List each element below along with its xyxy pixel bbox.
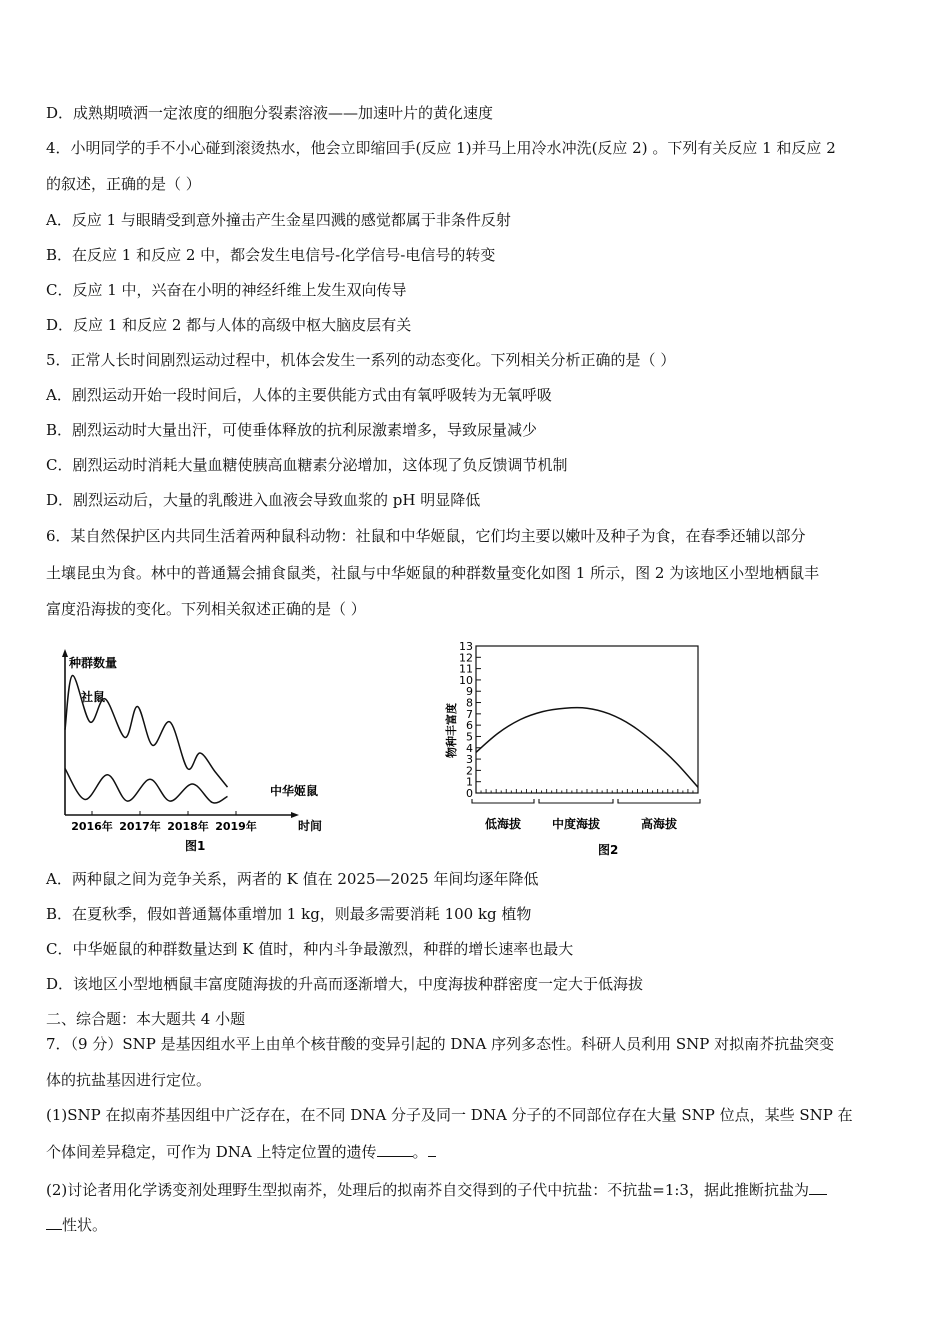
fig1-x-arrow [291,812,299,818]
q3-option-d: D．成熟期喷洒一定浓度的细胞分裂素溶液——加速叶片的黄化速度 [46,104,494,122]
q6-option-d: D．该地区小型地栖鼠丰富度随海拔的升高而逐渐增大，中度海拔种群密度一定大于低海拔 [46,975,644,993]
fig2-ylabel: 物种丰富度 [445,703,458,758]
q7-part1-line2 [46,1142,436,1162]
fig2-y-tick-label: 12 [459,651,473,665]
q4-option-b: B．在反应 1 和反应 2 中，都会发生电信号-化学信号-电信号的转变 [46,246,496,264]
fig2-richness-curve [476,708,698,788]
q7-part2-end: 性状。 [62,1216,108,1234]
fig1-series-label-jishu: 中华姬鼠 [270,784,319,798]
fig1-x-tick-label: 2017年 [119,820,161,833]
q4-stem-line2: 的叙述，正确的是（ ） [46,175,201,193]
fig2-x-category-label: 低海拔 [484,817,522,831]
figure2-chart [438,640,718,858]
fig1-series-line-1 [65,769,228,803]
q7-blank-2[interactable] [809,1180,827,1195]
q4-option-a: A．反应 1 与眼睛受到意外撞击产生金星四溅的感觉都属于非条件反射 [46,211,511,229]
fig1-x-tick-label: 2018年 [167,820,209,833]
fig1-caption: 图1 [185,839,206,853]
q5-option-d: D．剧烈运动后，大量的乳酸进入血液会导致血浆的 pH 明显降低 [46,491,481,509]
q5-option-b: B．剧烈运动时大量出汗，可使垂体释放的抗利尿激素增多，导致尿量减少 [46,421,538,439]
fig1-y-arrow [62,649,68,657]
fig2-y-tick-label: 3 [466,753,473,767]
fig2-y-tick-label: 0 [466,787,473,800]
fig1-xlabel: 时间 [298,819,323,833]
fig2-bracket [472,799,534,803]
fig2-y-tick-label: 7 [466,707,473,721]
q7-part1-text: 个体间差异稳定，可作为 DNA 上特定位置的遗传 [46,1143,377,1161]
q6-stem-line1: 6．某自然保护区内共同生活着两种鼠科动物：社鼠和中华姬鼠，它们均主要以嫩叶及种子为食，在春季还辅以部分 [46,527,806,545]
q7-part1-end: 。 [412,1143,428,1161]
q5-option-c: C．剧烈运动时消耗大量血糖使胰高血糖素分泌增加，这体现了负反馈调节机制 [46,456,568,474]
fig2-y-tick-label: 5 [466,730,473,744]
fig2-y-tick-label: 9 [466,685,473,699]
q6-stem-line3: 富度沿海拔的变化。下列相关叙述正确的是（ ） [46,600,366,618]
q6-option-c: C．中华姬鼠的种群数量达到 K 值时，种内斗争最激烈，种群的增长速率也最大 [46,940,574,958]
q7-part1-line1: (1)SNP 在拟南芥基因组中广泛存在，在不同 DNA 分子及同一 DNA 分子的不同部位存在大量 SNP 位点，某些 SNP 在 [46,1106,853,1124]
q7-part2-text: (2)讨论者用化学诱变剂处理野生型拟南芥，处理后的拟南芥自交得到的子代中抗盐：不抗盐=1:3，据此推断抗盐为 [46,1181,809,1199]
q7-blank-2-cont [46,1215,62,1230]
fig2-y-tick-label: 1 [466,775,473,789]
fig1-series-label-shexu: 社鼠 [81,690,106,704]
q5-option-a: A．剧烈运动开始一段时间后，人体的主要供能方式由有氧呼吸转为无氧呼吸 [46,386,552,404]
fig2-y-tick-label: 13 [459,640,473,653]
fig2-y-tick-label: 2 [466,764,473,778]
q7-blank-1[interactable] [377,1142,413,1157]
fig2-bracket [618,799,700,803]
fig2-frame [476,646,698,793]
q4-option-d: D．反应 1 和反应 2 都与人体的高级中枢大脑皮层有关 [46,316,412,334]
fig1-ylabel: 种群数量 [69,656,118,670]
fig2-y-tick-label: 4 [466,741,473,755]
figure1-chart [55,645,345,855]
fig2-y-tick-label: 6 [466,719,473,733]
q7-blank-1-tail [428,1142,436,1157]
q4-stem-line1: 4．小明同学的手不小心碰到滚烫热水，他会立即缩回手(反应 1)并马上用冷水冲洗(反应 2) 。下列有关反应 1 和反应 2 [46,139,836,157]
fig1-x-tick-label: 2019年 [215,820,257,833]
q6-stem-line2: 土壤昆虫为食。林中的普通鵟会捕食鼠类，社鼠与中华姬鼠的种群数量变化如图 1 所示，图 2 为该地区小型地栖鼠丰 [46,564,820,582]
q7-part2-line1 [46,1180,827,1200]
q4-option-c: C．反应 1 中，兴奋在小明的神经纤维上发生双向传导 [46,281,407,299]
section2-heading: 二、综合题：本大题共 4 小题 [46,1010,246,1028]
fig2-bracket [539,799,613,803]
fig2-y-tick-label: 11 [459,662,473,676]
fig2-caption: 图2 [598,843,619,857]
fig2-x-category-label: 高海拔 [640,817,678,831]
fig1-x-tick-label: 2016年 [71,820,113,833]
fig2-y-tick-label: 8 [466,696,473,710]
q6-option-a: A．两种鼠之间为竞争关系，两者的 K 值在 2025—2025 年间均逐年降低 [46,870,539,888]
q5-stem: 5．正常人长时间剧烈运动过程中，机体会发生一系列的动态变化。下列相关分析正确的是（ ） [46,351,676,369]
q6-option-b: B．在夏秋季，假如普通鵟体重增加 1 kg，则最多需要消耗 100 kg 植物 [46,905,532,923]
fig2-x-category-label: 中度海拔 [551,817,601,831]
q7-stem-line1: 7．（9 分）SNP 是基因组水平上由单个核苷酸的变异引起的 DNA 序列多态性。科研人员利用 SNP 对拟南芥抗盐突变 [46,1035,835,1053]
q7-stem-line2: 体的抗盐基因进行定位。 [46,1071,212,1089]
fig2-y-tick-label: 10 [459,673,473,687]
q7-part2-line2 [46,1215,107,1235]
